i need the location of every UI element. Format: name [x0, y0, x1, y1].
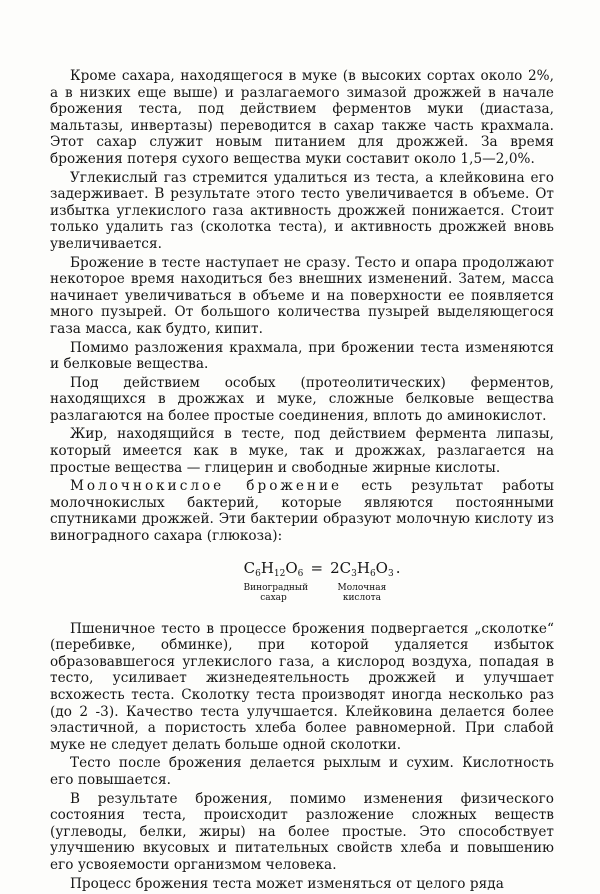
- paragraph-result: В результате брожения, помимо изменения физического состояния теста, происходит разложение сложных веществ (углеводы, белки, жиры) на более простые. Это способствует улучшению вкусовых и питательных свойств хлеба и повышению его усвояемости организмом человека.: [50, 790, 554, 873]
- paragraph-proteins: Под действием особых (протеолитических) ферментов, находящихся в дрожжах и муке, сложные белковые вещества разлагаются на более простые соединения, вплоть до аминокислот.: [50, 374, 554, 424]
- formula-glucose: $C_6H_{12}O_6$: [243, 558, 304, 579]
- paragraph-lactic: [50, 478, 554, 544]
- paragraph-punching: Пшеничное тесто в процессе брожения подвергается „сколотке“ (перебивке, обминке), при которой удаляется избыток образовавшегося углекислого газа, а кислород воздуха, попадая в тесто, усиливает жизнедеятельность дрожжей и улучшает всхожесть теста. Сколотку теста производят иногда несколько раз (до 2 -3). Качество теста улучшается. Клейковина делается более эластичной, а пористость хлеба более равномерной. При слабой муке не следует делать больше одной сколотки.: [50, 620, 554, 753]
- paragraph-fat: Жир, находящийся в тесте, под действием фермента липазы, который имеется как в муке, так и дрожжах, разлагается на простые вещества — глицерин и свободные жирные кислоты.: [50, 426, 554, 476]
- formula-equals: =: [310, 558, 324, 577]
- paragraph-sugar: Кроме сахара, находящегося в муке (в высоких сортах около 2%, а в низких еще выше) и разлагаемого зимазой дрожжей в начале брожения теста, под действием ферментов муки (диастаза, мальтазы, инвертазы) переводится в сахар также часть крахмала. Этот сахар служит новым питанием для дрожжей. За время брожения потеря сухого вещества муки составит около 1,5—2,0%.: [50, 68, 554, 167]
- formula-lactic-acid: $2C_3H_6O_3$: [330, 558, 394, 579]
- paragraph-fermentation-start: Брожение в тесте наступает не сразу. Тесто и опара продолжают некоторое время находиться без внешних изменений. Затем, масса начинает увеличиваться в объеме и на поверхности ее появляется много пузырей. От большого количества пузырей выделяющегося газа масса, как будто, кипит.: [50, 254, 554, 337]
- formula-right-label: Молочная кислота: [337, 582, 387, 603]
- lactic-rest: есть результат работы молочнокислых бактерий, которые являются постоянными спутниками дрожжей. Эти бактерии образуют молочную кислоту из виноградного сахара (глюкоза):: [50, 478, 555, 545]
- chemical-formula: [90, 559, 554, 603]
- page-text: [50, 68, 554, 894]
- formula-left-label: Виноградный сахар: [243, 582, 309, 603]
- lactic-term: Молочнокислое брожение: [70, 478, 343, 495]
- paragraph-carbon-dioxide: Углекислый газ стремится удалиться из теста, а клейковина его задерживает. В результате этого тесто увеличивается в объеме. От избытка углекислого газа активность дрожжей понижается. Стоит только удалить газ (сколотка теста), и активность дрожжей вновь увеличивается.: [50, 169, 554, 252]
- paragraph-dough-after: Тесто после брожения делается рыхлым и сухим. Кислотность его повышается.: [50, 755, 554, 788]
- paragraph-process: Процесс брожения теста может изменяться от целого ряда: [70, 875, 504, 892]
- formula-period: .: [395, 558, 401, 577]
- paragraph-starch: Помимо разложения крахмала, при брожении теста изменяются и белковые вещества.: [50, 339, 554, 373]
